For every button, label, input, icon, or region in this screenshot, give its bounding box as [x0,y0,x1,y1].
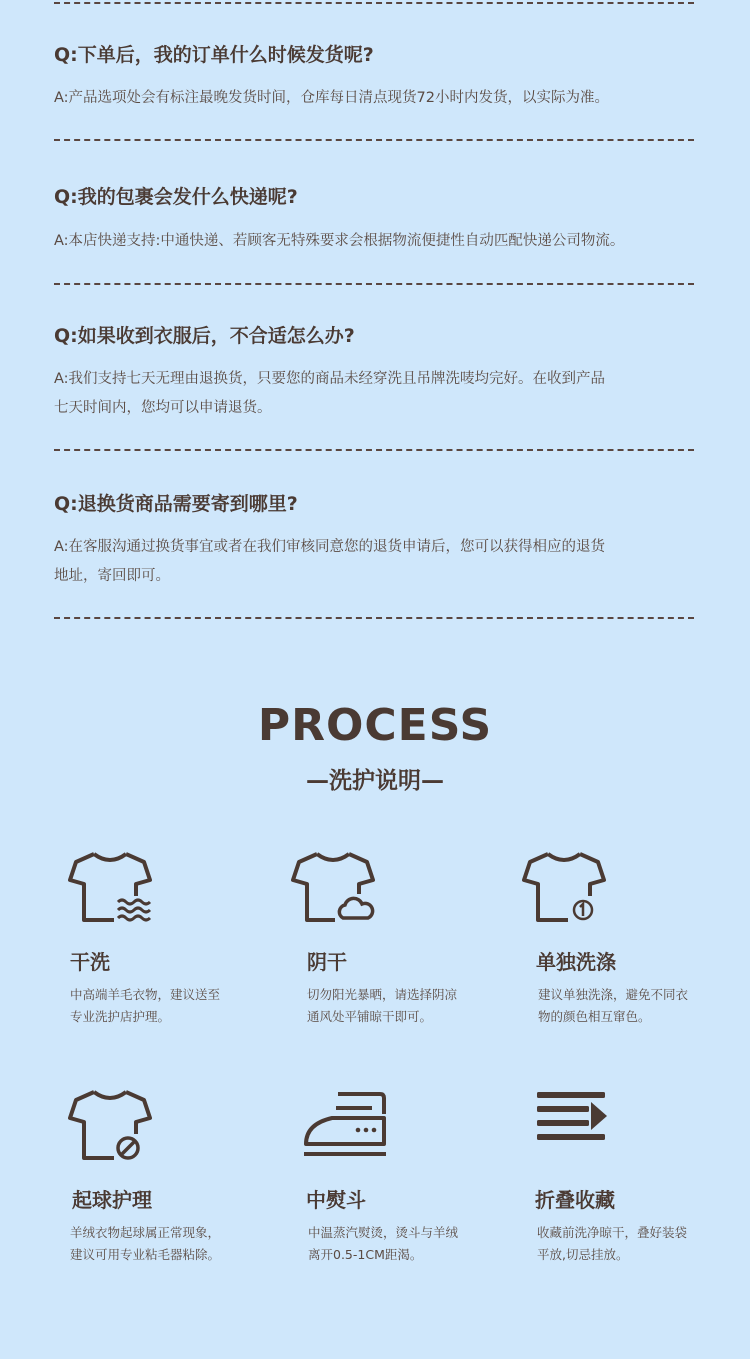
divider [54,617,694,619]
care-desc-line: 专业洗护店护理。 [70,1009,171,1024]
faq-question-1: Q:下单后，我的订单什么时候发货呢? [54,44,374,66]
faq-answer-1 [54,84,714,113]
care-desc-line: 物的颜色相互窜色。 [538,1009,651,1024]
care-desc-line: 收藏前洗净晾干，叠好装袋 [537,1225,688,1240]
care-desc-line: 羊绒衣物起球属正常现象， [70,1225,221,1240]
divider [54,139,694,141]
care-item-desc [70,984,270,1028]
faq-answer-3 [54,365,714,423]
care-item-wash-separately [522,850,722,1040]
tshirt-no-pilling-icon [68,1088,152,1166]
faq-answer-4 [54,533,714,591]
faq-answer-line: A:我们支持七天无理由退换货，只要您的商品未经穿洗且吊牌洗唛均完好。在收到产品 [54,371,606,387]
care-desc-line: 离开0.5-1CM距渴。 [308,1247,423,1262]
faq-question-2: Q:我的包裹会发什么快递呢? [54,186,298,208]
care-item-name: 单独洗涤 [536,950,616,974]
care-desc-line: 通风处平铺晾干即可。 [307,1009,433,1024]
care-item-dry-clean [68,850,268,1040]
divider [54,449,694,451]
care-item-fold-store [535,1088,735,1278]
fold-arrow-icon [535,1088,609,1156]
care-desc-line: 中高端羊毛衣物，建议送至 [70,987,221,1002]
care-item-name: 折叠收藏 [535,1188,615,1212]
care-desc-line: 平放,切忌挂放。 [537,1247,629,1262]
faq-answer-line: 地址，寄回即可。 [54,568,170,584]
care-item-desc [537,1222,737,1266]
care-desc-line: 建议单独洗涤，避免不同衣 [538,987,689,1002]
tshirt-water-icon [68,850,152,928]
faq-answer-2 [54,227,714,256]
care-item-pilling-care [68,1088,268,1278]
care-desc-line: 切勿阳光暴晒，请选择阴凉 [307,987,458,1002]
care-item-name: 干洗 [70,950,110,974]
faq-answer-line: A:本店快递支持:中通快递、若顾客无特殊要求会根据物流便捷性自动匹配快递公司物流。 [54,233,625,249]
faq-answer-line: A:产品选项处会有标注最晚发货时间，仓库每日清点现货72小时内发货，以实际为准。 [54,90,609,106]
care-desc-line: 中温蒸汽熨烫，烫斗与羊绒 [308,1225,459,1240]
care-item-name: 起球护理 [72,1188,152,1212]
process-subtitle: —洗护说明— [306,768,444,794]
care-item-desc [307,984,507,1028]
care-item-medium-iron [302,1088,502,1278]
iron-icon [302,1088,388,1164]
divider [54,283,694,285]
care-item-desc [538,984,738,1028]
faq-answer-line: 七天时间内，您均可以申请退货。 [54,400,272,416]
care-item-name: 阴干 [307,950,347,974]
faq-question-3: Q:如果收到衣服后，不合适怎么办? [54,325,355,347]
faq-answer-line: A:在客服沟通过换货事宜或者在我们审核同意您的退货申请后，您可以获得相应的退货 [54,539,606,555]
tshirt-cloud-icon [291,850,375,928]
care-item-shade-dry [291,850,491,1040]
tshirt-number-one-icon [522,850,606,928]
care-item-desc [70,1222,270,1266]
care-item-name: 中熨斗 [306,1188,366,1212]
divider [54,2,694,4]
faq-question-4: Q:退换货商品需要寄到哪里? [54,493,298,515]
care-item-desc [308,1222,508,1266]
care-desc-line: 建议可用专业粘毛器粘除。 [70,1247,221,1262]
process-title: PROCESS [257,700,493,751]
